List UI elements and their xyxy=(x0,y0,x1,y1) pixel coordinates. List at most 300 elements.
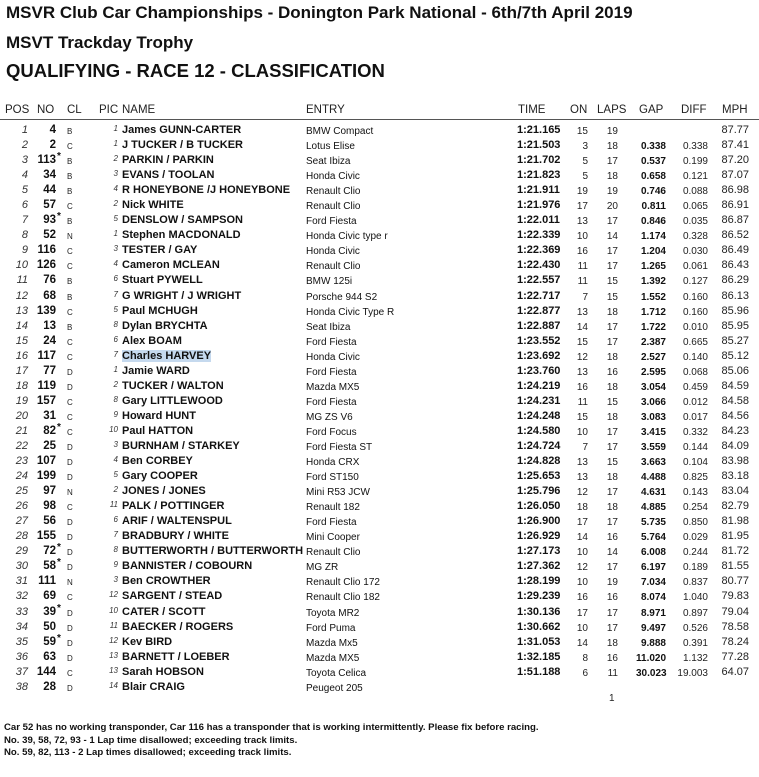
cell-on: 16 xyxy=(576,381,588,393)
cell-entry: Mazda MX5 xyxy=(306,652,360,664)
cell-no: 113 xyxy=(37,154,56,167)
cell-pos: 21 xyxy=(15,424,28,437)
cell-pic: 2 xyxy=(113,379,118,389)
table-row xyxy=(0,380,759,395)
cell-gap: 8.971 xyxy=(640,607,666,619)
cell-time: 1:24.580 xyxy=(517,424,561,437)
cell-name: TESTER / GAY xyxy=(122,244,198,257)
cell-name: Jamie WARD xyxy=(122,364,190,377)
cell-no: 59 xyxy=(43,635,56,648)
cell-time: 1:21.165 xyxy=(517,124,561,136)
cell-entry: Renault Clio 182 xyxy=(306,592,380,604)
cell-laps: 17 xyxy=(606,426,618,438)
cell-pos: 18 xyxy=(15,379,28,392)
cell-entry: Honda Civic xyxy=(306,351,360,363)
cell-time: 1:29.239 xyxy=(517,590,561,603)
cell-cl: B xyxy=(67,127,73,136)
cell-pic: 13 xyxy=(109,650,118,660)
table-row xyxy=(0,211,759,229)
cell-cl: D xyxy=(67,473,73,483)
cell-mph: 79.04 xyxy=(721,605,749,618)
cell-pic: 5 xyxy=(113,214,118,224)
table-header xyxy=(0,104,759,119)
cell-time: 1:22.011 xyxy=(517,214,560,227)
cell-cl: B xyxy=(67,187,73,197)
cell-pic: 2 xyxy=(113,154,118,164)
cell-no: 98 xyxy=(43,500,56,513)
cell-pic: 14 xyxy=(109,680,118,690)
cell-on: 15 xyxy=(576,336,588,348)
cell-gap: 8.074 xyxy=(640,592,666,604)
cell-star: * xyxy=(57,542,61,554)
cell-time: 1:23.692 xyxy=(517,349,561,362)
cell-diff: 0.035 xyxy=(682,216,708,228)
cell-time: 1:21.503 xyxy=(517,139,561,152)
cell-entry: Ford Fiesta xyxy=(306,517,357,529)
cell-on: 14 xyxy=(576,637,588,649)
cell-on: 18 xyxy=(576,502,588,514)
cell-entry: Seat Ibiza xyxy=(306,321,351,333)
col-time: TIME xyxy=(518,104,546,116)
cell-pos: 6 xyxy=(21,199,28,212)
cell-cl: D xyxy=(67,533,73,543)
cell-no: 119 xyxy=(37,379,56,392)
cell-gap: 4.631 xyxy=(640,487,666,499)
cell-gap: 0.846 xyxy=(640,216,666,228)
cell-cl: N xyxy=(67,488,73,498)
cell-entry: Renault Clio xyxy=(306,201,361,213)
cell-laps: 18 xyxy=(606,381,618,393)
cell-pos: 37 xyxy=(15,665,28,678)
cell-pos: 26 xyxy=(15,500,28,513)
cell-on: 19 xyxy=(576,186,588,198)
cell-on: 10 xyxy=(576,622,588,634)
cell-entry: Ford Fiesta xyxy=(306,366,357,378)
cell-mph: 85.95 xyxy=(721,319,749,332)
cell-time: 1:22.430 xyxy=(517,259,561,272)
cell-pic: 1 xyxy=(113,124,118,133)
cell-gap: 9.888 xyxy=(640,637,666,649)
table-row xyxy=(0,485,759,500)
cell-mph: 86.98 xyxy=(721,184,749,197)
table-row xyxy=(0,440,759,455)
cell-on: 13 xyxy=(576,366,588,378)
table-row xyxy=(0,542,759,560)
table-row xyxy=(0,410,759,425)
cell-no: 82 xyxy=(43,424,56,437)
cell-diff: 19.003 xyxy=(677,667,708,679)
cell-time: 1:30.662 xyxy=(517,620,561,633)
cell-diff: 0.144 xyxy=(682,441,708,453)
cell-on: 8 xyxy=(582,652,588,664)
cell-gap: 5.735 xyxy=(640,517,666,529)
table-row xyxy=(0,290,759,305)
series-title: MSVT Trackday Trophy xyxy=(6,33,194,52)
cell-on: 10 xyxy=(576,547,588,559)
cell-pos: 13 xyxy=(15,304,28,317)
cell-cl: D xyxy=(67,548,73,558)
cell-cl: B xyxy=(67,292,73,302)
cell-laps: 17 xyxy=(606,622,618,634)
cell-mph: 77.28 xyxy=(721,650,749,663)
cell-laps: 17 xyxy=(606,246,618,258)
cell-cl: B xyxy=(67,277,73,287)
cell-on: 11 xyxy=(577,396,588,408)
cell-diff: 0.665 xyxy=(682,336,708,348)
table-row xyxy=(0,184,759,199)
cell-pic: 6 xyxy=(113,274,118,284)
cell-pos: 9 xyxy=(21,244,28,257)
cell-entry: Ford Fiesta ST xyxy=(306,441,373,453)
cell-no: 34 xyxy=(43,169,56,182)
cell-cl: B xyxy=(67,322,73,332)
cell-time: 1:22.339 xyxy=(517,229,561,242)
cell-name: James GUNN-CARTER xyxy=(122,124,242,136)
cell-pic: 9 xyxy=(113,560,118,570)
cell-no: 76 xyxy=(43,274,56,287)
cell-diff: 0.332 xyxy=(682,426,708,438)
cell-time: 1:24.231 xyxy=(517,394,561,407)
cell-star: * xyxy=(57,557,61,569)
cell-no: 24 xyxy=(43,334,56,347)
cell-no: 13 xyxy=(43,319,56,332)
cell-pic: 1 xyxy=(113,139,118,149)
col-diff: DIFF xyxy=(681,104,707,116)
cell-entry: Mini R53 JCW xyxy=(306,487,370,499)
cell-pos: 33 xyxy=(15,605,28,618)
cell-gap: 3.066 xyxy=(640,396,666,408)
cell-name: PALK / POTTINGER xyxy=(122,500,225,513)
cell-laps: 19 xyxy=(606,126,618,137)
cell-no: 139 xyxy=(36,304,56,317)
cell-gap: 4.885 xyxy=(640,502,666,514)
cell-name: Sarah HOBSON xyxy=(122,665,204,678)
cell-time: 1:32.185 xyxy=(517,650,561,663)
cell-on: 7 xyxy=(582,441,588,453)
cell-cl: C xyxy=(67,202,73,212)
cell-no: 126 xyxy=(36,259,56,272)
cell-gap: 0.658 xyxy=(640,171,666,183)
cell-mph: 84.59 xyxy=(721,379,749,392)
cell-on: 16 xyxy=(576,246,588,258)
cell-entry: Lotus Elise xyxy=(306,141,355,153)
cell-name: CATER / SCOTT xyxy=(122,605,206,618)
cell-on: 5 xyxy=(582,171,588,183)
cell-no: 63 xyxy=(43,650,56,663)
cell-time: 1:27.362 xyxy=(517,560,561,573)
cell-cl: D xyxy=(67,367,73,377)
cell-pos: 2 xyxy=(21,139,28,152)
cell-time: 1:22.717 xyxy=(517,289,561,302)
cell-name: Dylan BRYCHTA xyxy=(122,319,208,332)
cell-diff: 0.121 xyxy=(682,171,708,183)
cell-pic: 2 xyxy=(113,485,118,495)
cell-pic: 7 xyxy=(113,289,118,299)
cell-name: BAECKER / ROGERS xyxy=(122,620,234,633)
table-row xyxy=(0,455,759,470)
cell-entry: MG ZS V6 xyxy=(306,411,353,423)
cell-entry: Honda Civic type r xyxy=(306,231,388,243)
cell-gap: 30.023 xyxy=(636,667,667,679)
cell-pic: 4 xyxy=(113,259,118,269)
cell-on: 13 xyxy=(576,472,588,484)
cell-cl: D xyxy=(67,608,73,618)
cell-on: 7 xyxy=(582,291,588,303)
cell-on: 5 xyxy=(582,156,588,168)
cell-pos: 12 xyxy=(15,289,28,302)
cell-mph: 78.58 xyxy=(721,620,749,633)
cell-laps: 18 xyxy=(606,351,618,363)
table-row xyxy=(0,305,759,320)
cell-gap: 3.415 xyxy=(640,426,666,438)
cell-gap: 3.054 xyxy=(640,381,666,393)
cell-no: 28 xyxy=(43,680,56,693)
cell-no: 155 xyxy=(36,530,56,543)
cell-no: 52 xyxy=(43,229,56,242)
cell-name: BRADBURY / WHITE xyxy=(122,530,229,543)
cell-no: 25 xyxy=(43,439,56,452)
cell-laps: 17 xyxy=(606,487,618,499)
cell-laps: 17 xyxy=(606,562,618,574)
table-row xyxy=(0,395,759,410)
cell-gap: 6.197 xyxy=(640,562,666,574)
cell-pos: 28 xyxy=(15,530,28,543)
cell-pos: 7 xyxy=(21,214,28,227)
cell-laps: 20 xyxy=(606,201,618,213)
cell-laps: 15 xyxy=(606,457,618,469)
cell-pic: 5 xyxy=(113,470,118,480)
cell-entry: Ford Fiesta xyxy=(306,336,357,348)
cell-star: * xyxy=(57,151,61,163)
cell-pic: 9 xyxy=(113,409,118,419)
cell-on: 11 xyxy=(577,261,588,273)
cell-mph: 78.24 xyxy=(721,635,749,648)
cell-mph: 87.41 xyxy=(721,139,749,152)
cell-name: Alex BOAM xyxy=(122,334,182,347)
cell-diff: 0.143 xyxy=(682,487,708,499)
cell-diff: 0.837 xyxy=(682,577,708,589)
cell-cl: C xyxy=(67,337,73,347)
cell-name: ARIF / WALTENSPUL xyxy=(122,515,232,528)
cell-pic: 8 xyxy=(113,394,118,404)
col-laps: LAPS xyxy=(597,104,627,116)
cell-time: 1:25.653 xyxy=(517,470,561,483)
cell-time: 1:26.050 xyxy=(517,500,561,513)
cell-entry: Renault Clio xyxy=(306,261,361,273)
table-row xyxy=(0,151,759,169)
cell-mph: 84.09 xyxy=(721,439,749,452)
cell-diff: 0.526 xyxy=(682,622,708,634)
cell-mph: 81.95 xyxy=(721,530,749,543)
cell-mph: 83.04 xyxy=(721,485,749,498)
cell-on: 6 xyxy=(582,667,588,679)
cell-no: 116 xyxy=(37,244,56,257)
cell-diff: 0.160 xyxy=(682,291,708,303)
cell-laps: 19 xyxy=(606,577,618,589)
cell-mph: 85.12 xyxy=(721,349,749,362)
cell-diff: 0.029 xyxy=(682,532,708,544)
cell-mph: 85.06 xyxy=(721,364,749,377)
cell-on: 15 xyxy=(576,411,588,423)
cell-laps: 16 xyxy=(606,592,618,604)
cell-time: 1:24.828 xyxy=(517,455,561,468)
cell-pic: 10 xyxy=(109,605,118,615)
cell-name: Ben CORBEY xyxy=(122,455,193,468)
cell-laps: 18 xyxy=(606,472,618,484)
cell-laps: 18 xyxy=(606,411,618,423)
cell-entry: Mazda MX5 xyxy=(306,381,360,393)
cell-diff: 0.391 xyxy=(682,637,708,649)
cell-no: 50 xyxy=(43,620,56,633)
cell-pos: 14 xyxy=(15,319,28,332)
cell-laps: 17 xyxy=(606,607,618,619)
notes xyxy=(4,722,539,760)
cell-pic: 3 xyxy=(113,439,118,449)
cell-mph: 81.72 xyxy=(721,545,749,558)
cell-on: 12 xyxy=(576,562,588,574)
cell-gap: 0.338 xyxy=(640,141,666,153)
cell-laps: 17 xyxy=(606,336,618,348)
table-row xyxy=(0,244,759,259)
cell-laps: 15 xyxy=(606,291,618,303)
cell-name: BANNISTER / COBOURN xyxy=(122,560,253,573)
cell-on: 14 xyxy=(576,321,588,333)
cell-pos: 16 xyxy=(15,349,28,362)
cell-mph: 85.27 xyxy=(721,334,749,347)
cell-diff: 0.897 xyxy=(682,607,708,619)
cell-gap: 3.559 xyxy=(640,441,666,453)
table-row xyxy=(0,335,759,350)
cell-mph: 83.98 xyxy=(721,455,749,468)
cell-laps: 16 xyxy=(606,532,618,544)
cell-cl: B xyxy=(67,172,73,182)
cell-gap: 1.712 xyxy=(640,306,666,318)
cell-cl: C xyxy=(67,352,73,362)
cell-name: BURNHAM / STARKEY xyxy=(122,439,240,452)
cell-on: 3 xyxy=(582,141,588,153)
cell-name: Gary COOPER xyxy=(122,470,198,483)
cell-entry: Toyota MR2 xyxy=(306,607,360,619)
cell-laps: 17 xyxy=(606,321,618,333)
cell-entry: Mini Cooper xyxy=(306,532,360,544)
cell-pic: 4 xyxy=(113,184,118,194)
cell-entry: Ford ST150 xyxy=(306,472,359,484)
cell-gap: 11.020 xyxy=(636,652,667,664)
cell-time: 1:28.199 xyxy=(517,575,561,588)
cell-time: 1:26.900 xyxy=(517,515,561,528)
cell-cl: C xyxy=(67,503,73,513)
cell-laps: 16 xyxy=(606,652,618,664)
cell-pic: 7 xyxy=(113,349,118,359)
cell-time: 1:22.557 xyxy=(517,274,561,287)
table-row xyxy=(0,139,759,154)
cell-diff: 0.338 xyxy=(682,141,708,153)
cell-diff: 0.140 xyxy=(682,351,708,363)
cell-on: 17 xyxy=(576,517,588,529)
cell-cl: D xyxy=(67,653,73,663)
cell-gap: 2.527 xyxy=(640,351,666,363)
cell-star: * xyxy=(57,632,61,644)
cell-pic: 11 xyxy=(109,620,118,630)
cell-pic: 10 xyxy=(109,424,118,434)
cell-entry: Porsche 944 S2 xyxy=(306,291,378,303)
cell-cl: D xyxy=(67,442,73,452)
cell-mph: 87.20 xyxy=(721,154,749,167)
col-name: NAME xyxy=(122,104,156,116)
cell-diff: 0.068 xyxy=(682,366,708,378)
cell-entry: Honda Civic xyxy=(306,171,360,183)
cell-diff: 0.189 xyxy=(682,562,708,574)
cell-name: BUTTERWORTH / BUTTERWORTH xyxy=(122,545,304,558)
cell-gap: 1.174 xyxy=(640,231,666,243)
col-pos: POS xyxy=(5,104,30,116)
cell-cl: D xyxy=(67,638,73,648)
cell-laps: 18 xyxy=(606,141,618,153)
cell-no: 39 xyxy=(43,605,56,618)
cell-mph: 87.07 xyxy=(721,169,749,182)
cell-no: 58 xyxy=(43,560,56,573)
cell-gap: 3.663 xyxy=(640,457,666,469)
cell-no: 97 xyxy=(43,485,56,498)
cell-time: 1:22.887 xyxy=(517,319,561,332)
cell-pic: 12 xyxy=(109,590,118,600)
table-row xyxy=(0,621,759,636)
table-row xyxy=(0,500,759,515)
cell-pos: 4 xyxy=(21,169,28,182)
cell-pic: 3 xyxy=(113,575,118,585)
cell-diff: 0.010 xyxy=(682,321,708,333)
cell-laps: 19 xyxy=(606,186,618,198)
col-cl: CL xyxy=(67,104,82,116)
cell-gap: 1.204 xyxy=(640,246,666,258)
cell-laps: 16 xyxy=(606,366,618,378)
cell-name: R HONEYBONE /J HONEYBONE xyxy=(122,184,291,197)
cell-pos: 25 xyxy=(15,485,28,498)
cell-pic: 8 xyxy=(113,319,118,329)
cell-on: 10 xyxy=(576,426,588,438)
cell-on: 12 xyxy=(576,351,588,363)
cell-no: 93 xyxy=(43,214,56,227)
cell-laps: 18 xyxy=(606,637,618,649)
cell-diff: 0.328 xyxy=(682,231,708,243)
cell-gap: 7.034 xyxy=(640,577,666,589)
cell-time: 1:31.053 xyxy=(517,635,561,648)
table-row xyxy=(0,259,759,274)
table-row xyxy=(0,681,759,696)
classification-table xyxy=(0,124,759,696)
cell-cl: C xyxy=(67,262,73,272)
cell-gap: 4.488 xyxy=(640,472,666,484)
col-on: ON xyxy=(570,104,588,116)
cell-gap: 1.722 xyxy=(640,321,666,333)
cell-mph: 79.83 xyxy=(721,590,749,603)
cell-mph: 86.43 xyxy=(721,259,749,272)
cell-no: 107 xyxy=(36,455,56,468)
cell-pos: 17 xyxy=(15,364,28,377)
cell-time: 1:22.877 xyxy=(517,304,561,317)
cell-cl: C xyxy=(67,397,73,407)
cell-mph: 86.52 xyxy=(721,229,749,242)
cell-no: 57 xyxy=(43,199,56,212)
cell-time: 1:21.823 xyxy=(517,169,561,182)
cell-mph: 81.98 xyxy=(721,515,749,528)
cell-pos: 8 xyxy=(21,229,28,242)
table-row xyxy=(0,632,759,651)
cell-name: SARGENT / STEAD xyxy=(122,590,223,603)
cell-pos: 23 xyxy=(15,455,28,468)
table-row xyxy=(0,421,759,440)
cell-pos: 24 xyxy=(15,470,28,483)
